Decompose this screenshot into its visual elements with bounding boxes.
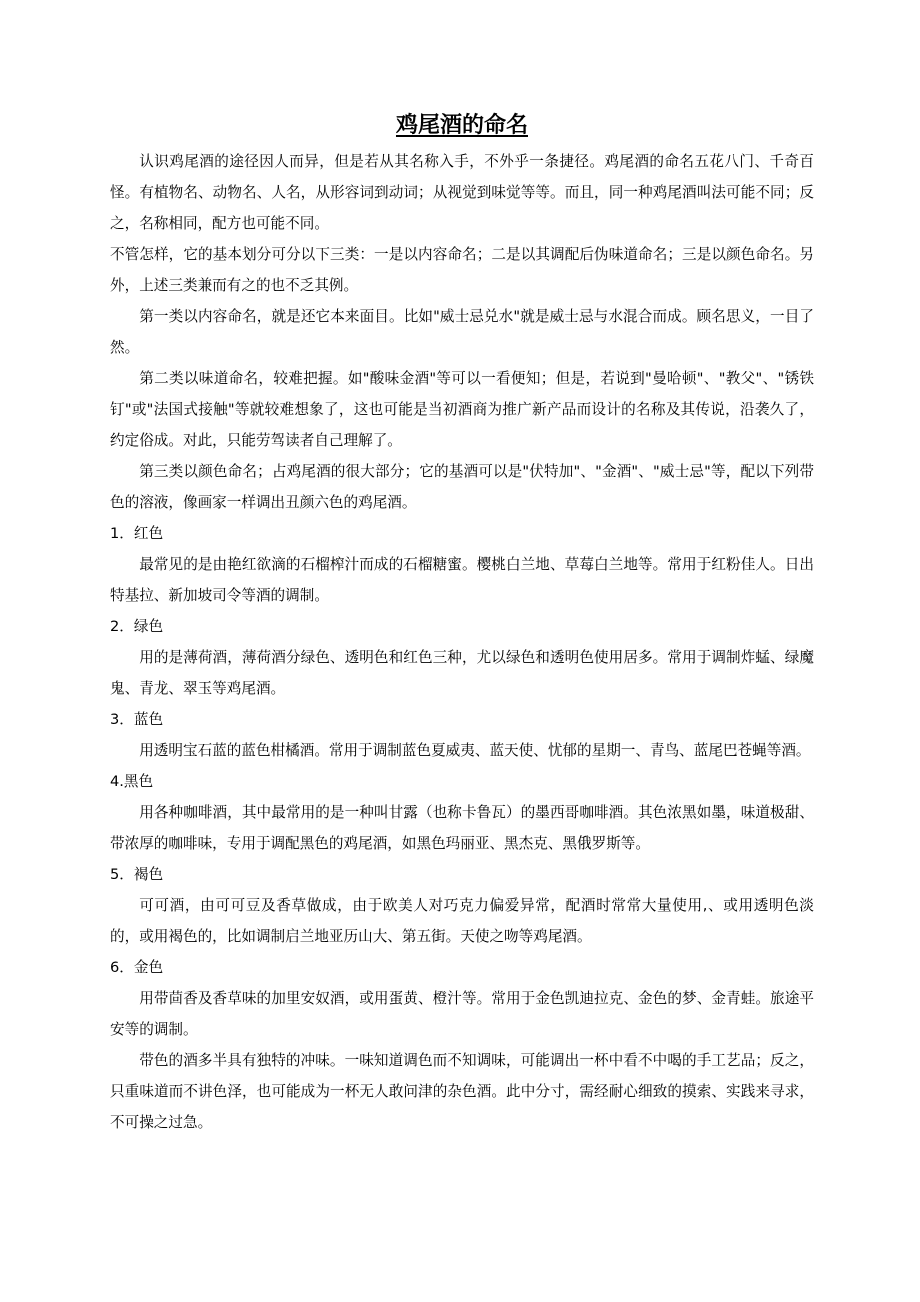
section-text-black: 用各种咖啡酒，其中最常用的是一种叫甘露（也称卡鲁瓦）的墨西哥咖啡酒。其色浓黑如墨，味道极甜、带浓厚的咖啡味，专用于调配黑色的鸡尾酒，如黑色玛丽亚、黑杰克、黑俄罗斯等。 [110,804,814,852]
document-page [110,108,814,1138]
section-heading-black: 4.黑色 [110,773,154,790]
intro-paragraph-4: 第二类以味道命名，较难把握。如"酸味金酒"等可以一看便知；但是，若说到"曼哈顿"、"教父"、"锈铁钉"或"法国式接触"等就较难想象了，这也可能是当初酒商为推广新产品而设计的名称及其传说，沿袭久了，约定俗成。对此，只能劳驾读者自己理解了。 [110,370,814,449]
section-heading-gold: 6．金色 [110,959,164,976]
section-text-green: 用的是薄荷酒，薄荷酒分绿色、透明色和红色三种，尤以绿色和透明色使用居多。常用于调制炸蜢、绿魔鬼、青龙、翠玉等鸡尾酒。 [110,649,814,697]
intro-paragraph-2: 不管怎样，它的基本划分可分以下三类：一是以内容命名；二是以其调配后伪味道命名；三是以颜色命名。另外，上述三类兼而有之的也不乏其例。 [110,246,814,294]
section-text-brown: 可可酒，由可可豆及香草做成，由于欧美人对巧克力偏爱异常，配酒时常常大量使用,、或用透明色淡的，或用褐色的，比如调制启兰地亚历山大、第五街。天使之吻等鸡尾酒。 [110,897,814,945]
section-heading-red: 1．红色 [110,525,164,542]
section-heading-blue: 3．蓝色 [110,711,164,728]
closing-paragraph: 带色的酒多半具有独特的冲味。一味知道调色而不知调味，可能调出一杯中看不中喝的手工艺品；反之，只重味道而不讲色泽，也可能成为一杯无人敢问津的杂色酒。此中分寸，需经耐心细致的摸索、实践来寻求，不可操之过急。 [110,1052,814,1131]
section-text-blue: 用透明宝石蓝的蓝色柑橘酒。常用于调制蓝色夏威夷、蓝天使、忧郁的星期一、青鸟、蓝尾巴苍蝇等酒。 [139,742,811,759]
intro-paragraph-5: 第三类以颜色命名；占鸡尾酒的很大部分；它的基酒可以是"伏特加"、"金酒"、"威士忌"等，配以下列带色的溶液，像画家一样调出丑颜六色的鸡尾酒。 [110,463,814,511]
document-title: 鸡尾酒的命名 [395,113,528,138]
intro-paragraph-3: 第一类以内容命名，就是还它本来面目。比如"威士忌兑水"就是威士忌与水混合而成。顾名思义，一目了然。 [110,308,814,356]
section-text-gold: 用带茴香及香草味的加里安奴酒，或用蛋黄、橙汁等。常用于金色凯迪拉克、金色的梦、金青蛙。旅途平安等的调制。 [110,990,814,1038]
section-heading-green: 2．绿色 [110,618,164,635]
intro-paragraph-1: 认识鸡尾酒的途径因人而异，但是若从其名称入手，不外乎一条捷径。鸡尾酒的命名五花八门、千奇百怪。有植物名、动物名、人名，从形容词到动词；从视觉到味觉等等。而且，同一种鸡尾酒叫法可能不同；反之，名称相同，配方也可能不同。 [110,153,814,232]
section-text-red: 最常见的是由艳红欲滴的石榴榨汁而成的石榴糖蜜。樱桃白兰地、草莓白兰地等。常用于红粉佳人。日出特基拉、新加坡司令等酒的调制。 [110,556,814,604]
section-heading-brown: 5．褐色 [110,866,164,883]
